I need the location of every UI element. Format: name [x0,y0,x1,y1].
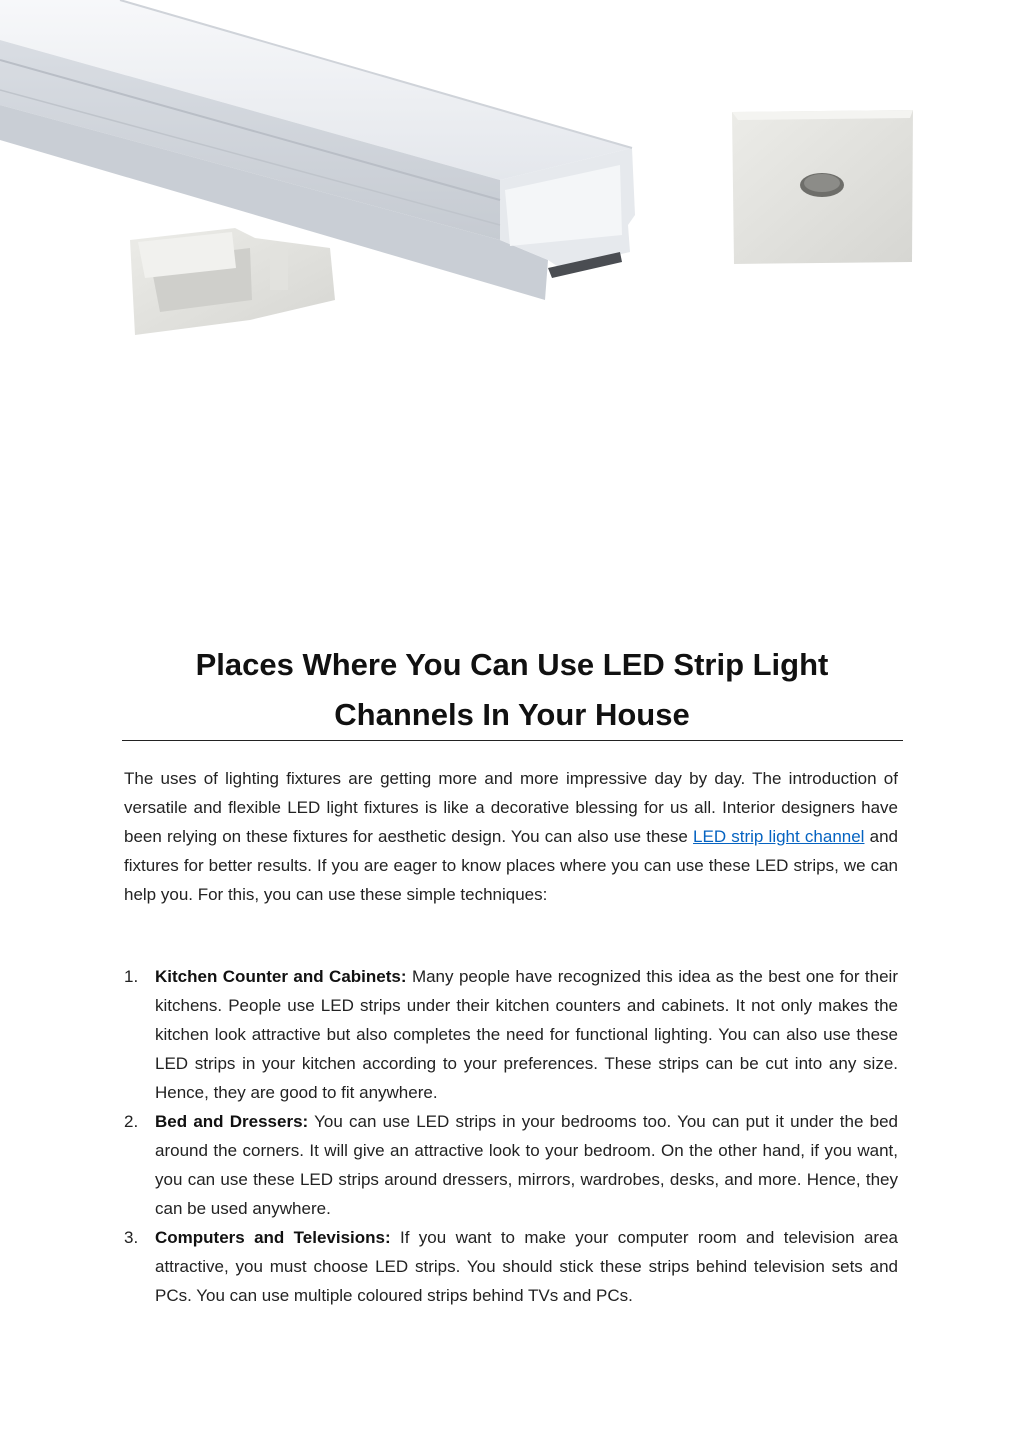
list-item [124,1107,898,1223]
list-item-text: If you want to make your computer room and television area attractive, you must choose LED strips. You should stick these strips behind television sets and PCs. You can use multiple coloured strips behind TVs and PCs. [155,1228,898,1305]
title-divider [122,740,903,741]
list-item-text: You can use LED strips in your bedrooms too. You can put it under the bed around the corners. It will give an attractive look to your bedroom. On the other hand, if you want, you can use these LED strips around dressers, mirrors, wardrobes, desks, and more. Hence, they can be used anywhere. [155,1112,899,1218]
intro-paragraph [124,764,898,909]
list-item-heading: Bed and Dressers: [155,1112,309,1131]
list-item-number: 1. [124,967,139,986]
list-item [124,962,898,1107]
places-list [124,962,898,1310]
led-strip-light-channel-link[interactable]: LED strip light channel [693,827,865,846]
intro-text-after: and fixtures for better results. If you are eager to know places where you can use these LED strips, we can help you. For this, you can use these simple techniques: [124,827,898,904]
list-item-number: 2. [124,1112,139,1131]
list-item-text: Many people have recognized this idea as the best one for their kitchens. People use LED strips under their kitchen counters and cabinets. It not only makes the kitchen look attractive but also completes the need for functional lighting. You can also use these LED strips in your kitchen according to your preferences. These strips can be cut into any size. Hence, they are good to fit anywhere. [155,967,898,1102]
list-item-heading: Kitchen Counter and Cabinets: [155,967,407,986]
end-cap-open [130,228,335,335]
list-item-heading: Computers and Televisions: [155,1228,391,1247]
page-title: Places Where You Can Use LED Strip Light Channels In Your House [195,647,829,732]
list-item [124,1223,898,1310]
end-cap-square [732,110,913,264]
product-photo [0,0,1024,360]
list-item-number: 3. [124,1228,139,1247]
intro-text-before: The uses of lighting fixtures are getting more and more impressive day by day. The introduction of versatile and flexible LED light fixtures is like a decorative blessing for us all. Interior designers have been relying on these fixtures for aesthetic design. You can also use these [124,769,898,846]
